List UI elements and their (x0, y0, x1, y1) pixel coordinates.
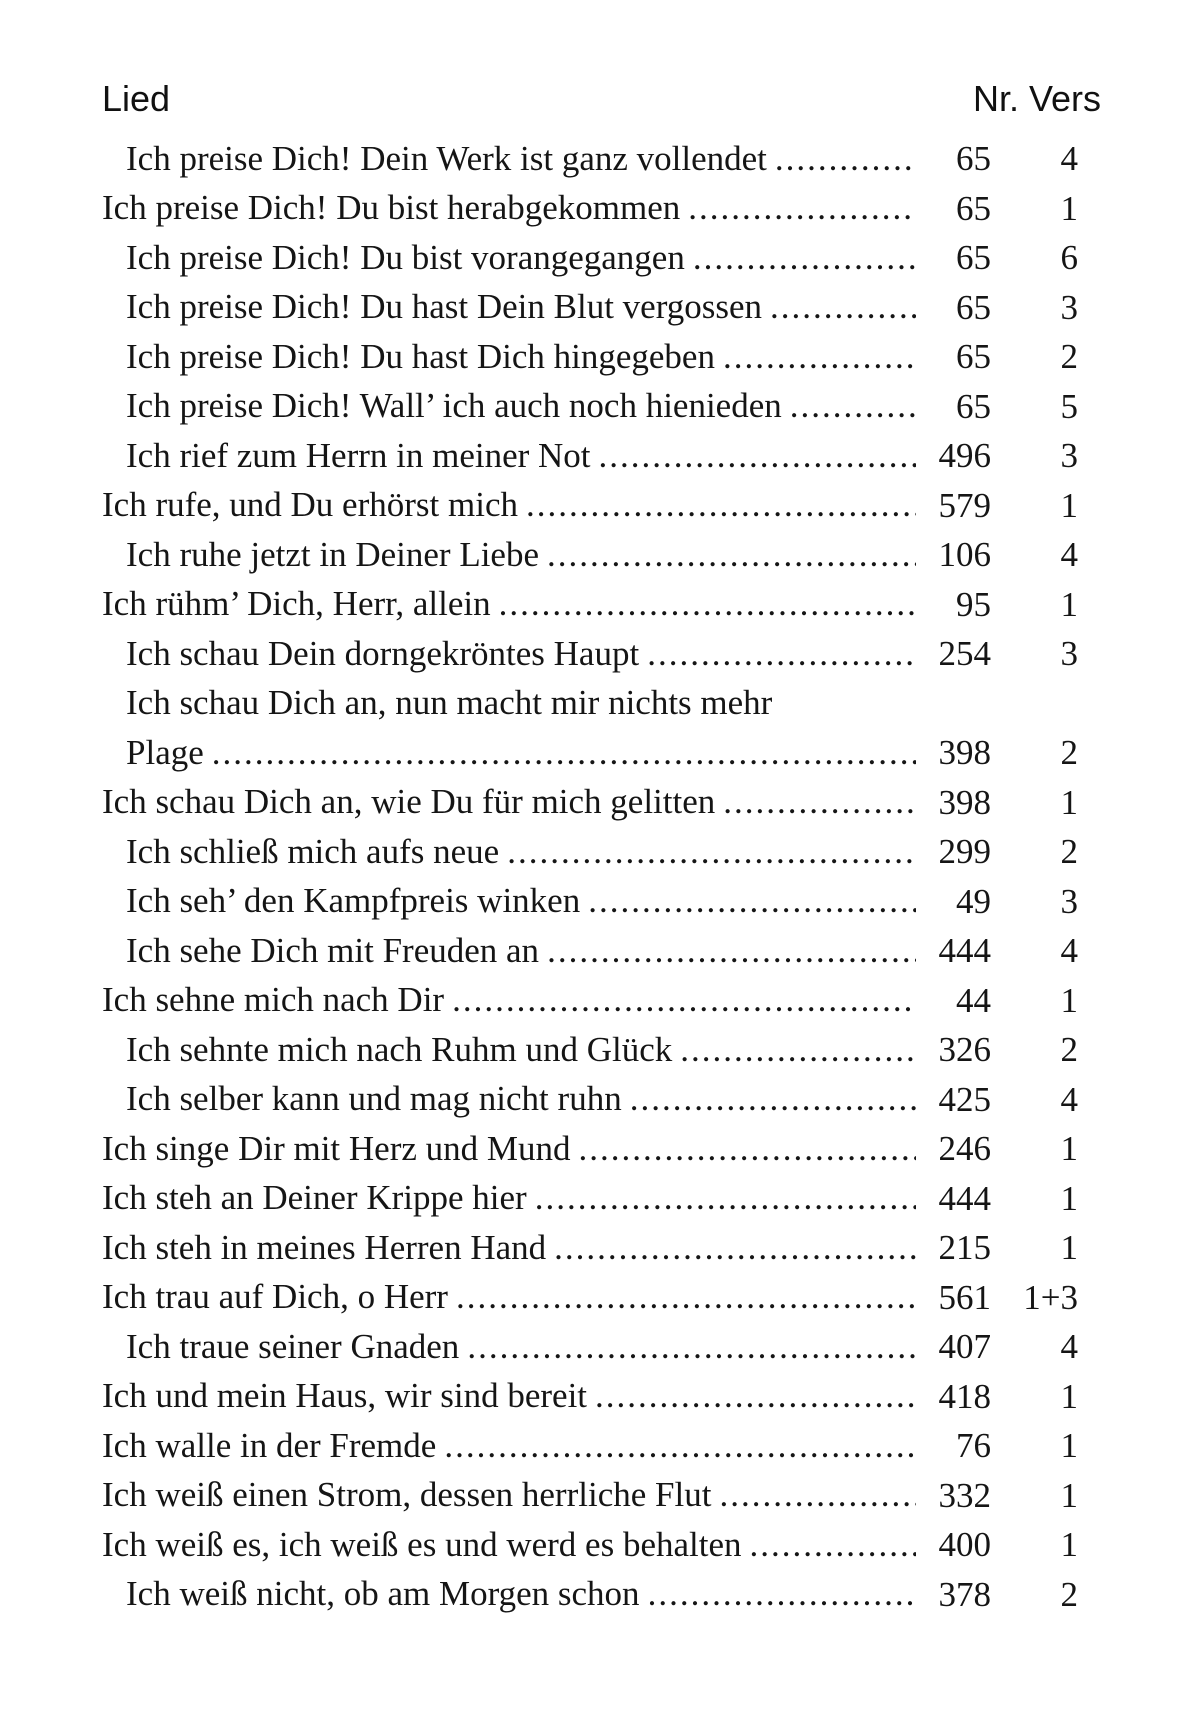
entry-verse: 1 (1060, 1376, 1078, 1416)
entry-verse: 4 (1060, 535, 1078, 574)
entry-song-number (921, 679, 991, 729)
entry-song-number: 326 (938, 1030, 991, 1069)
dot-leader (452, 980, 916, 1020)
entry-song-number: 407 (938, 1327, 991, 1366)
entry-song-number: 398 (938, 782, 991, 822)
index-entry (0, 1570, 1181, 1620)
entry-title: Ich rufe, und Du erhörst mich (102, 485, 518, 525)
entry-song-number: 49 (956, 881, 991, 921)
entry-title: Ich steh in meines Herren Hand (102, 1227, 547, 1267)
entry-title: Ich sehe Dich mit Freuden an (126, 930, 540, 970)
entry-title: Ich sehnte mich nach Ruhm und Glück (126, 1029, 673, 1069)
entry-song-number: 65 (956, 139, 991, 178)
entry-title-area (102, 184, 916, 234)
index-entry (0, 1372, 1181, 1422)
entry-verse: 3 (1060, 634, 1078, 673)
entry-title-area (102, 1174, 916, 1224)
entry-title-area (102, 1124, 916, 1174)
song-index-list (0, 134, 1181, 1619)
entry-title: Ich rief zum Herrn in meiner Not (126, 435, 591, 475)
entry-title: Ich und mein Haus, wir sind bereit (102, 1376, 588, 1416)
entry-verse: 1 (1060, 1228, 1078, 1267)
entry-song-number: 65 (956, 386, 991, 426)
entry-title: Ich rühm’ Dich, Herr, allein (102, 584, 491, 624)
index-entry (0, 1421, 1181, 1471)
column-header-lied: Lied (102, 78, 171, 119)
index-entry (0, 1124, 1181, 1174)
entry-song-number: 400 (938, 1525, 991, 1564)
entry-song-number: 398 (938, 733, 991, 772)
dot-leader (723, 337, 916, 377)
entry-song-number: 65 (956, 188, 991, 228)
entry-verse: 6 (1060, 238, 1078, 277)
entry-song-number: 65 (956, 287, 991, 327)
entry-verse: 2 (1060, 832, 1078, 871)
entry-song-number: 254 (938, 634, 991, 673)
entry-title-area (126, 431, 916, 481)
entry-verse: 3 (1060, 881, 1078, 921)
dot-leader (535, 1178, 916, 1218)
index-entry (0, 332, 1181, 382)
entry-verse: 1 (1060, 1129, 1078, 1168)
entry-verse: 1+3 (1023, 1277, 1078, 1317)
entry-title-area (102, 1421, 916, 1471)
entry-verse: 3 (1060, 436, 1078, 475)
entry-verse: 2 (1060, 1574, 1078, 1614)
entry-verse: 4 (1060, 931, 1078, 970)
entry-verse: 1 (1060, 1178, 1078, 1218)
index-entry (0, 1471, 1181, 1521)
entry-verse: 1 (1060, 980, 1078, 1020)
entry-title-area (102, 1520, 916, 1570)
entry-title-area (126, 1570, 916, 1620)
dot-leader (648, 1574, 916, 1614)
entry-verse (1008, 679, 1078, 729)
dot-leader (526, 485, 916, 525)
entry-title: Ich ruhe jetzt in Deiner Liebe (126, 534, 539, 574)
entry-verse: 4 (1060, 1327, 1078, 1366)
index-entry (0, 530, 1181, 580)
entry-verse: 4 (1060, 139, 1078, 178)
entry-title-area (126, 827, 916, 877)
dot-leader (456, 1277, 916, 1317)
entry-title: Ich schließ mich aufs neue (126, 831, 500, 871)
entry-title: Ich selber kann und mag nicht ruhn (126, 1079, 622, 1119)
entry-title: Ich weiß nicht, ob am Morgen schon (126, 1574, 640, 1614)
entry-song-number: 95 (956, 584, 991, 624)
entry-title: Ich weiß es, ich weiß es und werd es behalten (102, 1524, 742, 1564)
entry-title-area (102, 580, 916, 630)
dot-leader (467, 1327, 916, 1367)
entry-title-area (102, 481, 916, 531)
index-entry (0, 976, 1181, 1026)
entry-verse: 1 (1060, 188, 1078, 228)
entry-song-number: 418 (938, 1376, 991, 1416)
entry-song-number: 579 (938, 485, 991, 525)
dot-leader (595, 1376, 916, 1416)
entry-title-area (102, 1372, 916, 1422)
index-entry (0, 827, 1181, 877)
entry-title-area (102, 778, 916, 828)
entry-title: Ich preise Dich! Du hast Dein Blut vergossen (126, 287, 763, 327)
entry-title-area (126, 877, 916, 927)
dot-leader (719, 1475, 916, 1515)
entry-song-number: 299 (938, 832, 991, 871)
index-entry (0, 778, 1181, 828)
dot-leader (680, 1030, 916, 1070)
dot-leader (750, 1525, 916, 1565)
entry-song-number: 425 (938, 1079, 991, 1119)
entry-title-area (126, 629, 916, 679)
index-entry (0, 184, 1181, 234)
index-entry (0, 1322, 1181, 1372)
entry-title: Ich sehne mich nach Dir (102, 980, 445, 1020)
entry-song-number: 444 (938, 931, 991, 970)
entry-title: Ich trau auf Dich, o Herr (102, 1277, 448, 1317)
entry-title: Ich schau Dein dorngekröntes Haupt (126, 633, 640, 673)
entry-song-number: 246 (938, 1129, 991, 1168)
entry-verse: 2 (1060, 733, 1078, 772)
dot-leader (599, 436, 916, 476)
entry-song-number: 76 (956, 1426, 991, 1465)
dot-leader (588, 881, 916, 921)
entry-title: Ich steh an Deiner Krippe hier (102, 1178, 527, 1218)
entry-verse: 4 (1060, 1079, 1078, 1119)
entry-song-number: 106 (938, 535, 991, 574)
dot-leader (507, 832, 916, 872)
dot-leader (554, 1228, 916, 1268)
entry-verse: 2 (1060, 337, 1078, 376)
entry-song-number: 65 (956, 238, 991, 277)
column-header-nr-vers: Nr. Vers (972, 78, 1101, 119)
entry-title-area (126, 926, 916, 976)
entry-title: Ich walle in der Fremde (102, 1425, 437, 1465)
entry-song-number: 44 (956, 980, 991, 1020)
index-entry (0, 926, 1181, 976)
dot-leader (444, 1426, 916, 1466)
dot-leader (647, 634, 916, 674)
index-entry (0, 481, 1181, 531)
index-entry (0, 1273, 1181, 1323)
entry-title-area (102, 976, 916, 1026)
entry-title-area (126, 679, 901, 729)
entry-verse: 1 (1060, 584, 1078, 624)
entry-song-number: 65 (956, 337, 991, 376)
entry-title: Ich preise Dich! Du hast Dich hingegeben (126, 336, 715, 376)
index-entry (0, 1174, 1181, 1224)
entry-title: Ich preise Dich! Dein Werk ist ganz vollendet (126, 138, 767, 178)
index-entry (0, 1223, 1181, 1273)
index-entry (0, 382, 1181, 432)
index-entry (0, 629, 1181, 679)
entry-song-number: 378 (938, 1574, 991, 1614)
dot-leader (212, 733, 916, 773)
entry-title-area (126, 728, 916, 778)
entry-title-area (126, 1075, 916, 1125)
dot-leader (499, 584, 916, 624)
entry-title-area (126, 134, 916, 184)
index-entry (0, 233, 1181, 283)
entry-title: Ich schau Dich an, wie Du für mich gelitten (102, 782, 716, 822)
dot-leader (723, 782, 916, 822)
entry-verse: 1 (1060, 1525, 1078, 1564)
dot-leader (579, 1129, 916, 1169)
entry-verse: 1 (1060, 485, 1078, 525)
dot-leader (547, 535, 916, 575)
entry-song-number: 332 (938, 1475, 991, 1515)
entry-title: Ich weiß einen Strom, dessen herrliche Flut (102, 1475, 712, 1515)
entry-verse: 3 (1060, 287, 1078, 327)
entry-title: Ich preise Dich! Du bist vorangegangen (126, 237, 685, 277)
entry-verse: 2 (1060, 1030, 1078, 1069)
entry-title-area (126, 530, 916, 580)
entry-title-area (102, 1471, 916, 1521)
entry-title: Ich preise Dich! Wall’ ich auch noch hienieden (126, 386, 782, 426)
entry-title-area (102, 1273, 916, 1323)
entry-title: Ich singe Dir mit Herz und Mund (102, 1128, 571, 1168)
index-entry (0, 431, 1181, 481)
entry-song-number: 215 (938, 1228, 991, 1267)
entry-title-area (126, 233, 916, 283)
index-entry (0, 728, 1181, 778)
entry-title: Ich seh’ den Kampfpreis winken (126, 881, 581, 921)
entry-song-number: 561 (938, 1277, 991, 1317)
entry-verse: 1 (1060, 1475, 1078, 1515)
dot-leader (790, 386, 916, 426)
entry-title-area (126, 332, 916, 382)
dot-leader (775, 139, 916, 179)
index-entry (0, 679, 1181, 729)
entry-title-area (126, 1322, 916, 1372)
entry-title: Plage (126, 732, 204, 772)
entry-song-number: 444 (938, 1178, 991, 1218)
entry-title: Ich traue seiner Gnaden (126, 1326, 460, 1366)
entry-title: Ich preise Dich! Du bist herabgekommen (102, 188, 681, 228)
entry-verse: 5 (1060, 386, 1078, 426)
entry-verse: 1 (1060, 782, 1078, 822)
dot-leader (630, 1079, 916, 1119)
entry-song-number: 496 (938, 436, 991, 475)
index-entry (0, 134, 1181, 184)
dot-leader (770, 287, 916, 327)
entry-title-area (102, 1223, 916, 1273)
index-entry (0, 1075, 1181, 1125)
entry-title-area (126, 1025, 916, 1075)
dot-leader (688, 188, 916, 228)
dot-leader (693, 238, 916, 278)
dot-leader (547, 931, 916, 971)
entry-verse: 1 (1060, 1426, 1078, 1465)
index-entry (0, 1025, 1181, 1075)
index-entry (0, 580, 1181, 630)
index-entry (0, 1520, 1181, 1570)
entry-title-area (126, 283, 916, 333)
entry-title: Ich schau Dich an, nun macht mir nichts mehr (126, 683, 773, 723)
index-entry (0, 877, 1181, 927)
entry-title-area (126, 382, 916, 432)
index-entry (0, 283, 1181, 333)
